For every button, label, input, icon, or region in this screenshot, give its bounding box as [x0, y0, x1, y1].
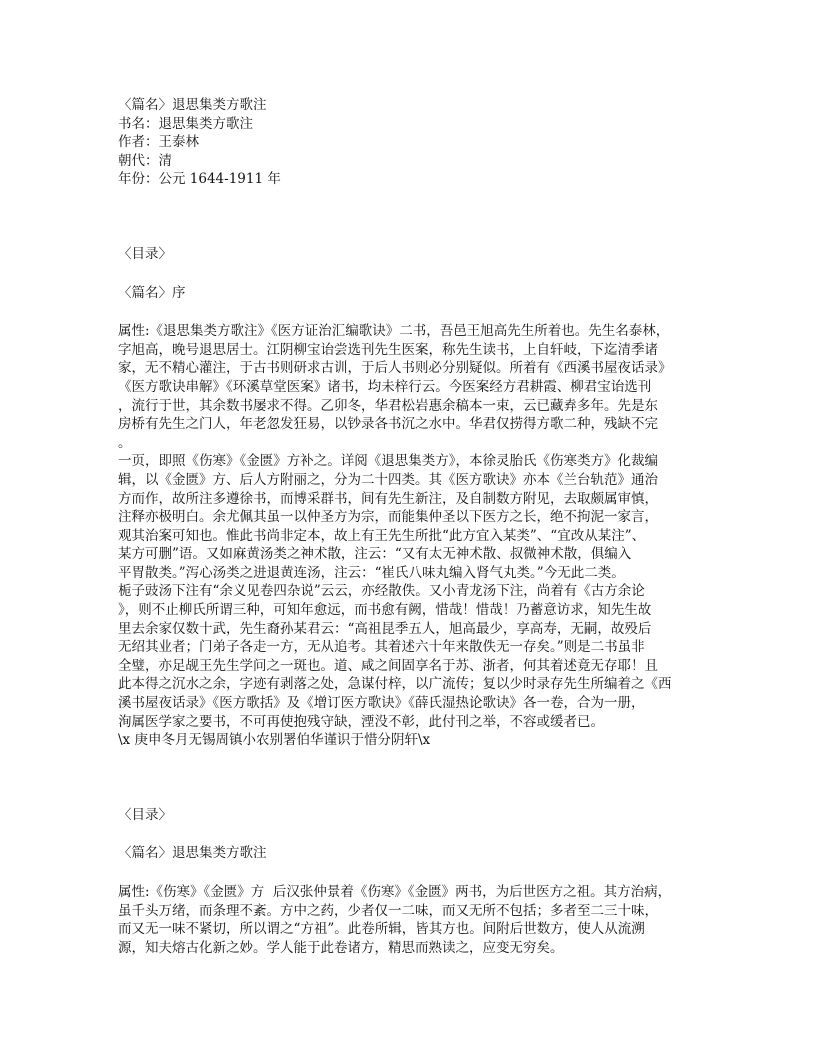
text-line: \x 庚申冬月无锡周镇小农别署伯华谨识于惜分阴轩\x	[118, 732, 431, 749]
header-author: 作者：王泰林	[118, 134, 199, 151]
main-section-paragraph	[118, 883, 698, 957]
toc-heading: 〈目录〉	[118, 245, 172, 262]
text-line: 一页，即照《伤寒》《金匮》方补之。详阅《退思集类方》，本徐灵胎氏《伤寒类方》化裁编	[118, 453, 658, 470]
text-line: 属性:《退思集类方歌注》《医方证治汇编歌诀》二书，吾邑王旭高先生所着也。先生名泰林，	[118, 323, 670, 340]
preface-paragraph	[118, 322, 698, 750]
text-line: 家，无不精心灌注，于古书则研求古训，于后人书则必分别疑似。所着有《西溪书屋夜话录》	[118, 360, 672, 377]
text-line: 无绍其业者；门弟子各走一方，无从追考。其着述六十年来散佚无一存矣。”则是二书虽非	[118, 639, 645, 656]
text-line: 源，知夫熔古化新之妙。学人能于此卷诸方，精思而熟读之，应变无穷矣。	[118, 939, 564, 956]
text-line: 虽千头万绪，而条理不紊。方中之药，少者仅一二味，而又无所不包括；多者至二三十味，	[118, 902, 658, 919]
text-line: 全璧，亦足觇王先生学问之一斑也。道、咸之间固享名于苏、浙者，何其着述竟无存耶！且	[118, 657, 658, 674]
text-line: 注释亦极明白。余尤佩其虽一以仲圣方为宗，而能集仲圣以下医方之长，绝不拘泥一家言，	[118, 509, 658, 526]
text-line: 栀子豉汤下注有“余义见卷四杂说”云云，亦经散佚。又小青龙汤下注，尚着有《古方余论	[118, 583, 645, 600]
text-line: 里去余家仅数十武，先生裔孙某君云：“高祖昆季五人，旭高最少，享高寿，无嗣，故殁后	[118, 620, 652, 637]
toc-heading-2: 〈目录〉	[118, 806, 172, 823]
section-title-preface: 〈篇名〉序	[118, 284, 186, 301]
text-line: 平胃散类。”泻心汤类之进退黄连汤，注云：“崔氏八味丸编入肾气丸类。”今无此二类。	[118, 564, 625, 581]
text-line: 方而作，故所注多遵徐书，而博采群书，间有先生新注，及自制数方附见，去取颇属审慎，	[118, 490, 658, 507]
text-line: ，流行于世，其余数书屡求不得。乙卯冬，华君松岩惠余稿本一束，云已藏弆多年。先是东	[118, 397, 658, 414]
text-line: 房桥有先生之门人，年老忽发狂易，以钞录各书沉之水中。华君仅捞得方歌二种，残缺不完	[118, 416, 658, 433]
text-line: 某方可删”语。又如麻黄汤类之神术散，注云：“又有太无神术散、叔微神术散，俱编入	[118, 546, 632, 563]
text-line: 而又无一味不紧切，所以谓之“方祖”。此卷所辑，皆其方也。间附后世数方，使人从流溯	[118, 921, 645, 938]
section-title-main: 〈篇名〉退思集类方歌注	[118, 845, 267, 862]
document-page	[118, 96, 698, 957]
header-year: 年份：公元 1644-1911 年	[118, 171, 281, 188]
text-line: 溪书屋夜话录》《医方歌括》及《增订医方歌诀》《薛氏湿热论歌诀》各一卷，合为一册，	[118, 695, 645, 712]
text-line: 字旭高，晚号退思居士。江阴柳宝诒尝选刊先生医案，称先生读书，上自轩岐，下迄清季诸	[118, 341, 658, 358]
text-line: 属性:《伤寒》《金匮》方 后汉张仲景着《伤寒》《金匮》两书，为后世医方之祖。其方治病，	[118, 884, 672, 900]
text-line: 观其治案可知也。惟此书尚非定本，故上有王先生所批“此方宜入某类”、“宜改从某注”、	[118, 527, 646, 544]
document-header	[118, 96, 698, 189]
header-book-title: 书名：退思集类方歌注	[118, 115, 253, 132]
header-dynasty: 朝代：清	[118, 152, 172, 169]
text-line: 此本得之沉水之余，字迹有剥落之处，急谋付梓，以广流传；复以少时录存先生所编着之《西	[118, 676, 672, 693]
header-chapter-title: 〈篇名〉退思集类方歌注	[118, 97, 267, 113]
text-line: 《医方歌诀串解》《环溪草堂医案》诸书，均未梓行云。今医案经方君耕霞、柳君宝诒选刊	[118, 378, 652, 395]
text-line: 辑，以《金匮》方、后人方附丽之，分为二十四类。其《医方歌诀》亦本《兰台轨范》通治	[118, 471, 658, 488]
text-line: 。	[118, 434, 132, 451]
text-line: 》，则不止柳氏所谓三种，可知年愈远，而书愈有阙，惜哉！惜哉！乃蓄意访求，知先生故	[118, 602, 652, 619]
text-line: 洵属医学家之要书，不可再使抱残守缺，湮没不彰，此付刊之举，不容或缓者已。	[118, 713, 604, 730]
